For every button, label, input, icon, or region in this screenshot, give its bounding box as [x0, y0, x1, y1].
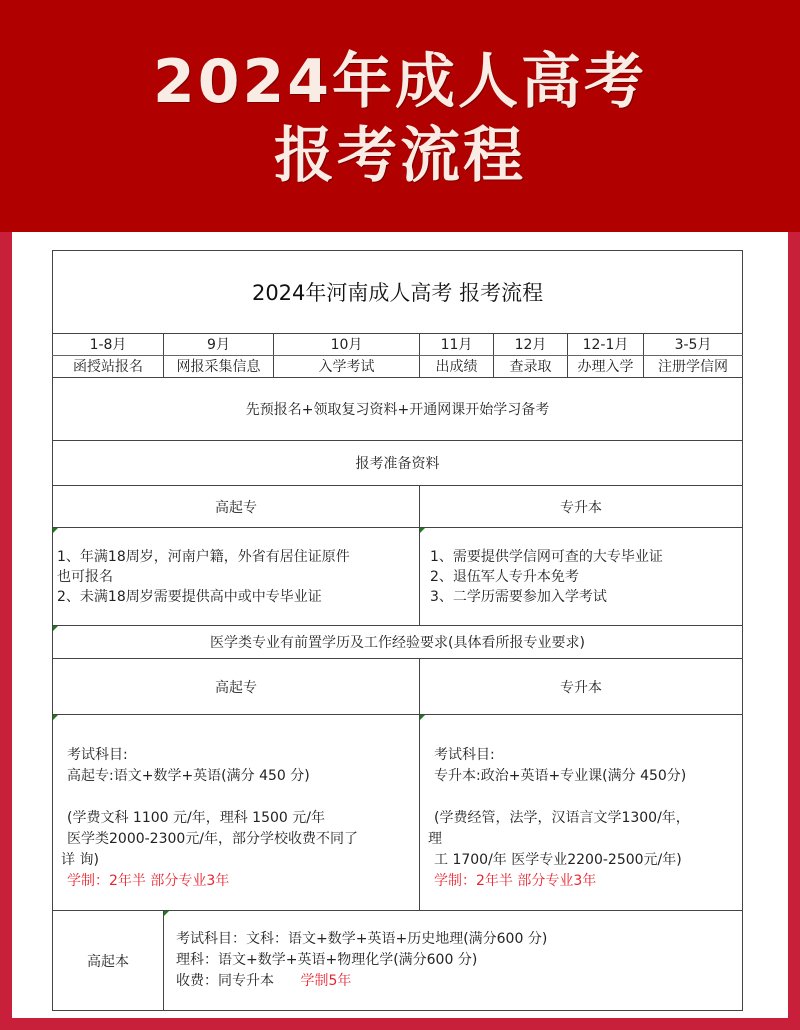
subjects: 专升本:政治+英语+专业课(满分 450分) — [434, 768, 687, 784]
requirement-line: 1、需要提供学信网可查的大专毕业证 — [430, 548, 663, 565]
duration: 学制：2年半 部分专业3年 — [434, 873, 597, 889]
timeline-month: 12月 — [494, 334, 568, 356]
fee-line: 工 1700/年 医学专业2200-2500元/年) — [434, 852, 682, 868]
fee-line: 医学类2000-2300元/年，部分学校收费不同了 — [67, 831, 359, 847]
table-title: 2024年河南成人高考 报考流程 — [53, 251, 743, 334]
timeline-step: 函授站报名 — [53, 356, 164, 378]
gaoqiben-label: 高起本 — [53, 911, 164, 1011]
requirements-heading-zhuanshengben: 专升本 — [420, 486, 743, 528]
subjects-label: 考试科目: — [434, 747, 495, 763]
subjects-label: 考试科目: — [67, 747, 128, 763]
fee-line: 理 — [428, 831, 442, 847]
fee-line: (学费文科 1100 元/年，理科 1500 元/年 — [67, 810, 325, 826]
gaoqiben-fee: 收费：同专升本 — [176, 973, 274, 989]
prep-banner: 先预报名+领取复习资料+开通网课开始学习备考 — [53, 378, 743, 441]
medical-note: 医学类专业有前置学历及工作经验要求(具体看所报专业要求) — [53, 626, 743, 659]
fee-line: (学费经管，法学，汉语言文学1300/年， — [434, 810, 690, 826]
timeline-step: 出成绩 — [420, 356, 494, 378]
timeline-step: 注册学信网 — [644, 356, 743, 378]
process-table — [52, 250, 743, 1011]
details-heading-gaoqizhuan: 高起专 — [53, 659, 420, 715]
timeline-month: 3-5月 — [644, 334, 743, 356]
gaoqiben-duration: 学制5年 — [300, 973, 352, 989]
requirements-gaoqizhuan — [53, 528, 420, 626]
fee-line: 详 询) — [61, 852, 99, 868]
header-title-line2: 报考流程 — [274, 121, 526, 191]
gaoqiben-line — [176, 971, 730, 992]
details-zhuanshengben — [420, 715, 743, 911]
timeline-step: 入学考试 — [274, 356, 420, 378]
duration: 学制：2年半 部分专业3年 — [67, 873, 230, 889]
subjects: 高起专:语文+数学+英语(满分 450 分) — [67, 768, 310, 784]
gaoqiben-details — [164, 911, 743, 1011]
timeline-months-row — [53, 334, 743, 356]
timeline-month: 9月 — [164, 334, 274, 356]
timeline-step: 查录取 — [494, 356, 568, 378]
details-gaoqizhuan — [53, 715, 420, 911]
requirement-line: 3、二学历需要参加入学考试 — [430, 588, 607, 605]
requirement-line: 也可报名 — [57, 568, 113, 585]
timeline-month: 12-1月 — [568, 334, 644, 356]
timeline-month: 10月 — [274, 334, 420, 356]
details-heading-zhuanshengben: 专升本 — [420, 659, 743, 715]
timeline-month: 1-8月 — [53, 334, 164, 356]
timeline-step: 网报采集信息 — [164, 356, 274, 378]
timeline-step: 办理入学 — [568, 356, 644, 378]
requirements-zhuanshengben — [420, 528, 743, 626]
requirement-line: 2、退伍军人专升本免考 — [430, 568, 579, 585]
requirements-heading-gaoqizhuan: 高起专 — [53, 486, 420, 528]
content-panel — [12, 232, 788, 1018]
requirement-line: 2、未满18周岁需要提供高中或中专毕业证 — [57, 588, 322, 605]
gaoqiben-line: 考试科目：文科：语文+数学+英语+历史地理(满分600 分) — [176, 931, 548, 947]
header-title-line1: 2024年成人高考 — [153, 47, 647, 117]
gaoqiben-line: 理科：语文+数学+英语+物理化学(满分600 分) — [176, 952, 478, 968]
timeline-month: 11月 — [420, 334, 494, 356]
prep-section-heading: 报考准备资料 — [53, 441, 743, 486]
requirement-line: 1、年满18周岁，河南户籍，外省有居住证原件 — [57, 548, 350, 565]
timeline-steps-row — [53, 356, 743, 378]
page-header — [0, 0, 800, 232]
